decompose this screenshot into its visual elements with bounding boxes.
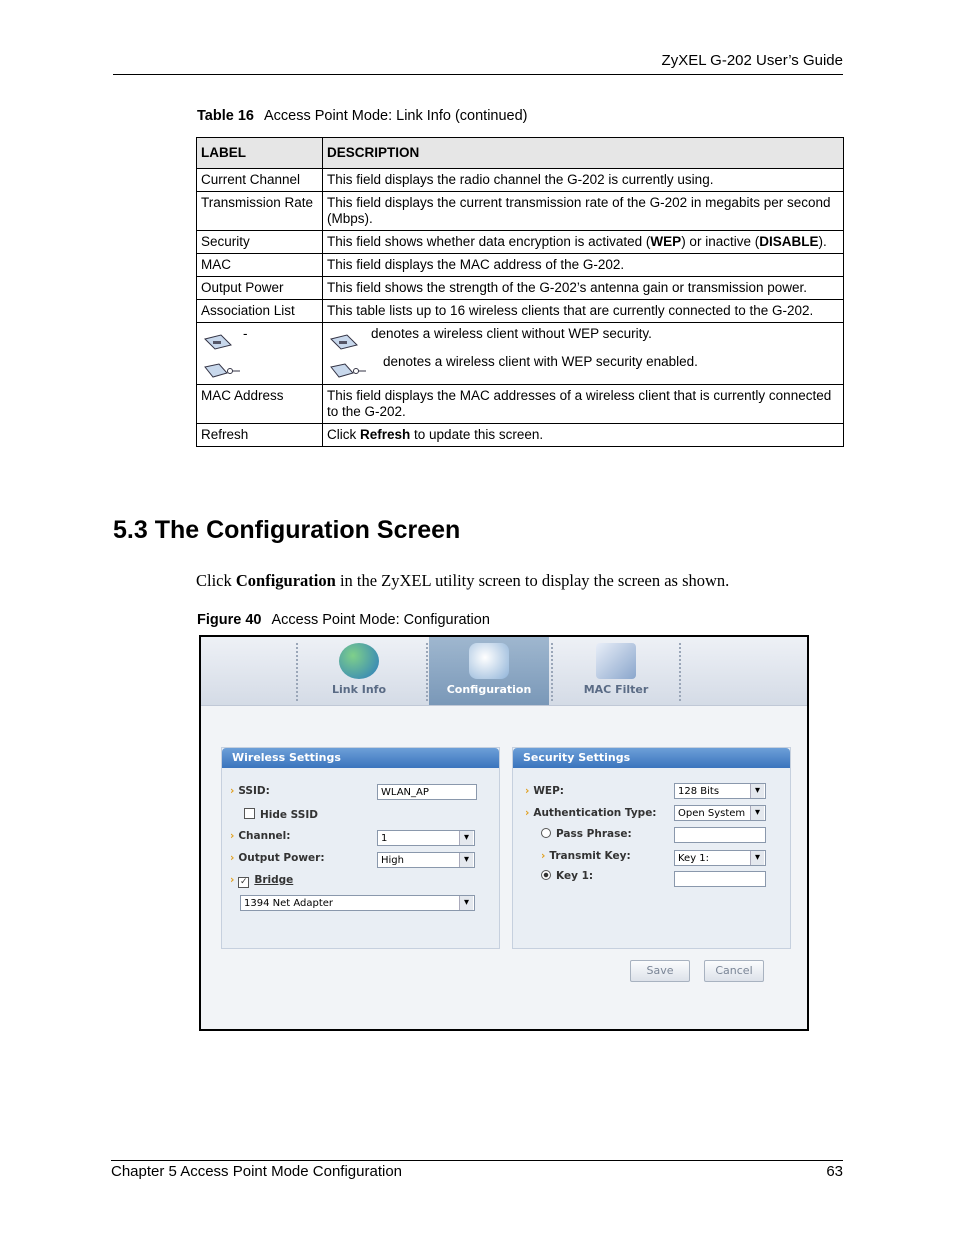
figure-title: Access Point Mode: Configuration <box>271 612 490 628</box>
mac-filter-icon <box>596 643 636 679</box>
row-label: Output Power <box>197 277 323 300</box>
transmit-key-label: Transmit Key: <box>549 850 631 862</box>
arrow-icon: › <box>230 874 235 886</box>
table-row <box>197 231 844 254</box>
row-label: Transmission Rate <box>197 192 323 231</box>
table-row <box>197 277 844 300</box>
row-label: Security <box>197 231 323 254</box>
row-desc: This field displays the MAC addresses of a wireless client that is currently connected to the G-202. <box>323 385 844 424</box>
hide-ssid-row <box>244 808 318 821</box>
table-row <box>197 385 844 424</box>
output-power-row <box>230 852 325 864</box>
auth-type-select[interactable]: Open System ▾ <box>674 805 766 821</box>
channel-label: Channel: <box>238 830 291 842</box>
pass-phrase-row <box>541 828 632 840</box>
save-button[interactable]: Save <box>630 960 690 982</box>
desc-bold: WEP <box>650 234 682 249</box>
tab-label: Link Info <box>331 683 387 696</box>
link-info-table <box>196 137 844 447</box>
arrow-icon: › <box>525 785 530 797</box>
para-text: in the ZyXEL utility screen to display the screen as shown. <box>335 571 730 590</box>
arrow-icon: › <box>525 807 530 819</box>
header-title: ZyXEL G-202 User’s Guide <box>661 52 843 69</box>
desc-text: to update this screen. <box>410 427 544 442</box>
panel-title: Security Settings <box>513 748 790 768</box>
table-row <box>197 424 844 447</box>
row-desc: This field displays the MAC address of the G-202. <box>323 254 844 277</box>
toolbar-divider <box>551 643 553 701</box>
toolbar-divider <box>426 643 428 701</box>
key1-label: Key 1: <box>556 870 594 882</box>
body-paragraph <box>196 571 729 591</box>
auth-type-row <box>525 807 657 819</box>
row-label: - <box>243 326 248 341</box>
tab-configuration[interactable] <box>429 637 549 705</box>
table-row <box>197 169 844 192</box>
key1-radio[interactable] <box>541 870 551 880</box>
configuration-icon <box>469 643 509 679</box>
ssid-label: SSID: <box>238 785 270 797</box>
transmit-key-row <box>541 850 631 862</box>
table-caption <box>197 108 528 124</box>
auth-type-label: Authentication Type: <box>533 807 657 819</box>
wireless-client-wep-icon <box>203 363 241 379</box>
desc-wep: denotes a wireless client with WEP security enabled. <box>383 354 698 369</box>
figure-caption <box>197 612 490 628</box>
row-label: MAC Address <box>197 385 323 424</box>
transmit-key-select[interactable]: Key 1: ▾ <box>674 850 766 866</box>
pass-phrase-input[interactable] <box>674 827 766 843</box>
output-power-label: Output Power: <box>238 852 325 864</box>
key1-input[interactable] <box>674 871 766 887</box>
arrow-icon: › <box>230 785 235 797</box>
channel-row <box>230 830 290 842</box>
security-settings-panel <box>512 747 791 949</box>
wireless-client-icon <box>203 333 233 351</box>
row-desc <box>323 424 844 447</box>
bridge-checkbox[interactable]: ✓ <box>240 877 248 887</box>
arrow-icon: › <box>541 850 546 862</box>
pass-phrase-radio[interactable] <box>541 828 551 838</box>
col-description-header: DESCRIPTION <box>323 138 844 169</box>
wireless-client-wep-icon <box>329 363 367 379</box>
footer-chapter: Chapter 5 Access Point Mode Configuration <box>111 1163 402 1180</box>
table-number: Table 16 <box>197 108 254 124</box>
desc-bold: DISABLE <box>759 234 819 249</box>
row-desc: This field displays the radio channel the G-202 is currently using. <box>323 169 844 192</box>
tab-mac-filter[interactable] <box>556 637 676 705</box>
utility-toolbar <box>201 637 807 706</box>
bridge-row <box>230 874 293 888</box>
row-desc: This table lists up to 16 wireless clients that are currently connected to the G-202. <box>323 300 844 323</box>
toolbar-divider <box>296 643 298 701</box>
desc-text: Click <box>327 427 360 442</box>
arrow-icon: › <box>230 852 235 864</box>
tab-link-info[interactable] <box>299 637 419 705</box>
table-row <box>197 192 844 231</box>
hide-ssid-label: Hide SSID <box>260 809 318 821</box>
channel-select[interactable]: 1 ▾ <box>377 830 475 846</box>
desc-text: ). <box>818 234 827 249</box>
table-header-row <box>197 138 844 169</box>
row-label: Refresh <box>197 424 323 447</box>
table-row <box>197 323 844 385</box>
wep-label: WEP: <box>533 785 564 797</box>
wep-select[interactable]: 128 Bits ▾ <box>674 783 766 799</box>
panel-title: Wireless Settings <box>222 748 499 768</box>
table-title: Access Point Mode: Link Info (continued) <box>263 108 528 124</box>
table-row <box>197 300 844 323</box>
figure-number: Figure 40 <box>197 612 262 628</box>
desc-text: This field shows whether data encryption is activated ( <box>327 234 651 249</box>
desc-text: ) or inactive ( <box>681 234 760 249</box>
row-desc: This field shows the strength of the G-202’s antenna gain or transmission power. <box>323 277 844 300</box>
desc-no-wep: denotes a wireless client without WEP security. <box>371 326 652 341</box>
desc-bold: Refresh <box>360 427 411 442</box>
row-label: Association List <box>197 300 323 323</box>
tab-label: MAC Filter <box>583 683 649 696</box>
configuration-screenshot <box>199 635 809 1031</box>
hide-ssid-checkbox[interactable] <box>244 808 255 819</box>
toolbar-divider <box>679 643 681 701</box>
page-number: 63 <box>826 1163 843 1180</box>
row-desc: This field displays the current transmission rate of the G-202 in megabits per second (Mbps). <box>323 192 844 231</box>
para-text: Click <box>196 571 236 590</box>
icon-cell <box>197 323 323 385</box>
output-power-select[interactable]: High ▾ <box>377 852 475 868</box>
bridge-adapter-select[interactable]: 1394 Net Adapter ▾ <box>240 895 475 911</box>
para-bold: Configuration <box>235 571 336 590</box>
page-footer <box>111 1160 843 1180</box>
row-desc <box>323 231 844 254</box>
ssid-row <box>230 785 270 797</box>
pass-phrase-label: Pass Phrase: <box>556 828 632 840</box>
table-row <box>197 254 844 277</box>
ssid-input[interactable]: WLAN_AP <box>377 784 477 800</box>
page-header <box>113 50 843 75</box>
globe-icon <box>339 643 379 679</box>
key1-row <box>541 870 593 882</box>
section-title: 5.3 The Configuration Screen <box>113 516 461 544</box>
col-label-header: LABEL <box>197 138 323 169</box>
bridge-label: Bridge <box>254 874 294 886</box>
row-label: Current Channel <box>197 169 323 192</box>
row-label: MAC <box>197 254 323 277</box>
cancel-button[interactable]: Cancel <box>704 960 764 982</box>
wep-row <box>525 785 564 797</box>
tab-label: Configuration <box>446 683 532 696</box>
wireless-settings-panel <box>221 747 500 949</box>
row-desc <box>323 323 844 385</box>
arrow-icon: › <box>230 830 235 842</box>
wireless-client-icon <box>329 333 359 351</box>
